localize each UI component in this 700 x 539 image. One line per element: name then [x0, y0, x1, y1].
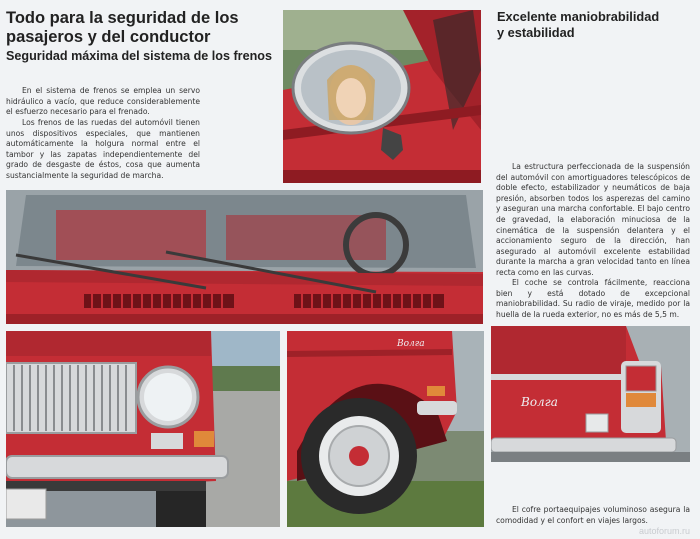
badge-script-wheel: Волга: [397, 339, 425, 349]
paragraph-brake-servo: En el sistema de frenos se emplea un servo hidráulico a vacío, que reduce considerablemente el esfuerzo necesario para el frenado.: [6, 86, 200, 117]
headline-right-line-1: Excelente maniobrabilidad: [497, 9, 660, 24]
paragraph-trunk: El cofre portaequipajes voluminoso asegura la comodidad y el confort en viajes largos.: [496, 505, 690, 525]
front-grille-photo: [6, 331, 280, 527]
headline-right-line-2: y estabilidad: [497, 25, 575, 40]
windshield-photo: [6, 190, 483, 324]
paragraph-brake-adjust: Los frenos de las ruedas del automóvil tienen unos dispositivos especiales, que mantienen automáticamente la holgura normal entre el tambor y las zapatas independientemente del grado de desgaste de éstos, cosa que aumenta sustancialmente la seguridad de marcha.: [6, 118, 200, 180]
mirror-photo: [283, 10, 481, 183]
paragraph-handling: El coche se controla fácilmente, reacciona bien y está dotado de excepcional maniobrabilidad. Su radio de viraje, medido por la huella de la rueda exterior, no es más de 5,5 m.: [496, 278, 690, 319]
badge-script-rear: Волга: [521, 395, 558, 409]
headline-line-2: pasajeros y del conductor: [6, 28, 211, 46]
subheadline: Seguridad máxima del sistema de los frenos: [6, 49, 272, 63]
rear-photo: [491, 326, 690, 462]
wheel-photo: [287, 331, 484, 527]
paragraph-suspension: La estructura perfeccionada de la suspensión del automóvil con amortiguadores telescópicos de doble efecto, estabilizador y neumáticos de baja presión, absorben todos los asperezas del camino y aseguran una marcha confortable. El bajo centro de gravedad, la elaboración minuciosa de la cinemática de la suspensión delantera y el accionamiento seguro de la dirección, han asegurado al automóvil excelente estabilidad durante la marcha a gran velocidad tanto en línea recta como en las curvas.: [496, 162, 690, 277]
headline-line-1: Todo para la seguridad de los: [6, 9, 239, 27]
headline-right: [497, 9, 697, 41]
headline: [6, 9, 276, 47]
watermark: autoforum.ru: [638, 526, 690, 536]
